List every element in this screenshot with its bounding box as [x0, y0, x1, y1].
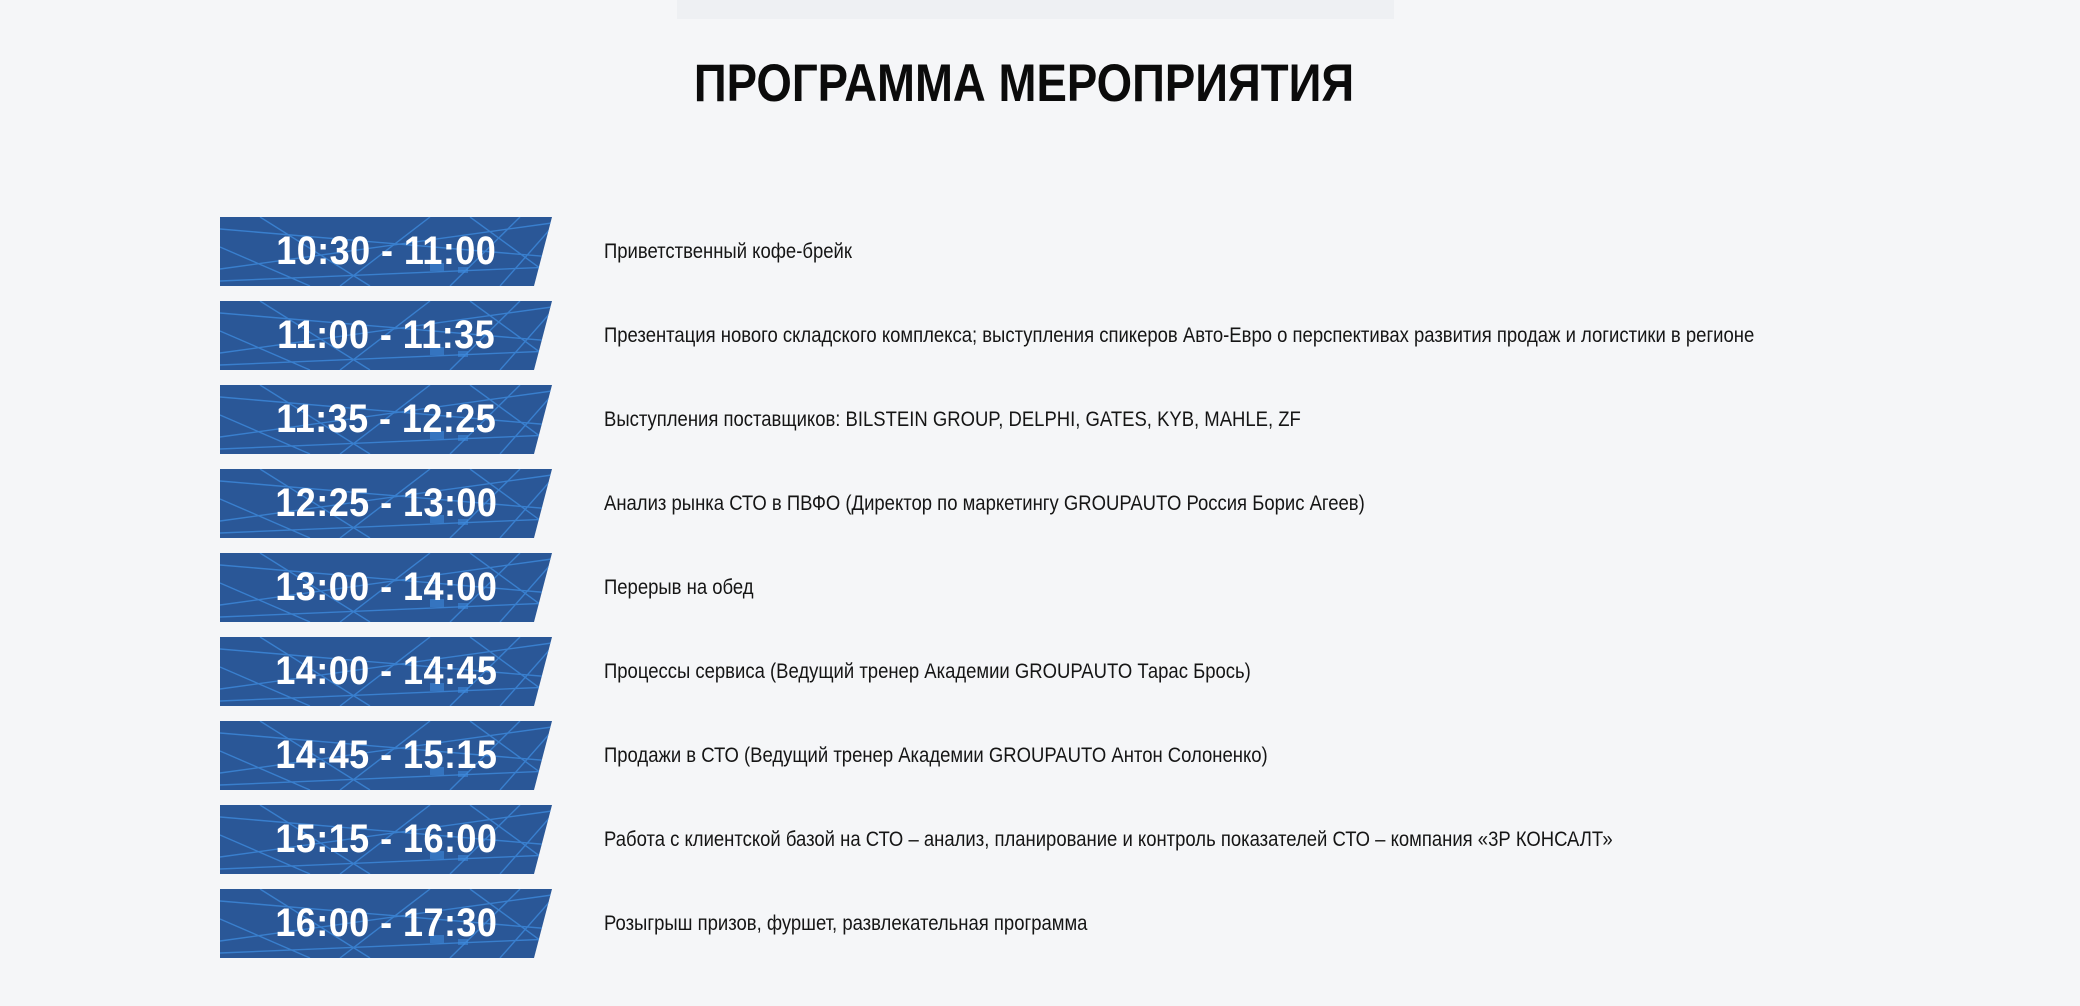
schedule-row [220, 805, 1920, 874]
time-badge [220, 469, 552, 538]
schedule-row [220, 385, 1920, 454]
time-range [220, 469, 552, 538]
schedule-item-text: Анализ рынка СТО в ПВФО (Директор по маркетингу GROUPAUTO Россия Борис Агеев) [604, 492, 1365, 515]
schedule-item-description [604, 721, 1358, 790]
schedule-item-description [604, 385, 1396, 454]
time-badge [220, 217, 552, 286]
event-schedule [220, 217, 1920, 973]
schedule-item-description [604, 553, 774, 622]
time-badge [220, 721, 552, 790]
time-range-label: 13:00 - 14:00 [275, 565, 497, 609]
schedule-item-description [604, 637, 1339, 706]
schedule-item-text: Выступления поставщиков: BILSTEIN GROUP, DELPHI, GATES, KYB, MAHLE, ZF [604, 408, 1301, 431]
time-badge [220, 805, 552, 874]
schedule-item-text: Презентация нового складского комплекса; выступления спикеров Авто-Евро о перспективах развития продаж и логистики в регионе [604, 324, 1755, 347]
schedule-item-text: Приветственный кофе-брейк [604, 240, 852, 263]
schedule-row [220, 721, 1920, 790]
top-strip [677, 0, 1394, 19]
time-range-label: 11:35 - 12:25 [275, 397, 496, 441]
time-range-label: 16:00 - 17:30 [275, 901, 497, 945]
schedule-item-description [604, 805, 1750, 874]
time-range [220, 553, 552, 622]
schedule-item-description [604, 469, 1469, 538]
time-range-label: 11:00 - 11:35 [276, 313, 496, 357]
time-range [220, 217, 552, 286]
time-range-label: 10:30 - 11:00 [275, 229, 496, 273]
time-range [220, 805, 552, 874]
time-range-label: 14:45 - 15:15 [275, 733, 497, 777]
schedule-item-description [604, 217, 886, 286]
schedule-row [220, 889, 1920, 958]
time-badge [220, 553, 552, 622]
schedule-row [220, 217, 1920, 286]
page-title: ПРОГРАММА МЕРОПРИЯТИЯ [693, 54, 1355, 113]
schedule-row [220, 637, 1920, 706]
schedule-row [220, 301, 1920, 370]
schedule-item-text: Розыгрыш призов, фуршет, развлекательная программа [604, 912, 1088, 935]
schedule-item-description [604, 889, 1153, 958]
time-range [220, 721, 552, 790]
schedule-item-text: Процессы сервиса (Ведущий тренер Академии GROUPAUTO Тарас Брось) [604, 660, 1251, 683]
schedule-item-description [604, 301, 1911, 370]
schedule-item-text: Работа с клиентской базой на СТО – анализ, планирование и контроль показателей СТО – компания «3Р КОНСАЛТ» [604, 828, 1613, 851]
schedule-row [220, 469, 1920, 538]
time-badge [220, 889, 552, 958]
schedule-item-text: Перерыв на обед [604, 576, 754, 599]
time-badge [220, 385, 552, 454]
time-range [220, 385, 552, 454]
time-range-label: 14:00 - 14:45 [275, 649, 497, 693]
time-badge [220, 301, 552, 370]
schedule-row [220, 553, 1920, 622]
time-badge [220, 637, 552, 706]
time-range [220, 637, 552, 706]
time-range-label: 15:15 - 16:00 [275, 817, 497, 861]
time-range [220, 889, 552, 958]
time-range [220, 301, 552, 370]
time-range-label: 12:25 - 13:00 [275, 481, 497, 525]
schedule-item-text: Продажи в СТО (Ведущий тренер Академии GROUPAUTO Антон Солоненко) [604, 744, 1268, 767]
